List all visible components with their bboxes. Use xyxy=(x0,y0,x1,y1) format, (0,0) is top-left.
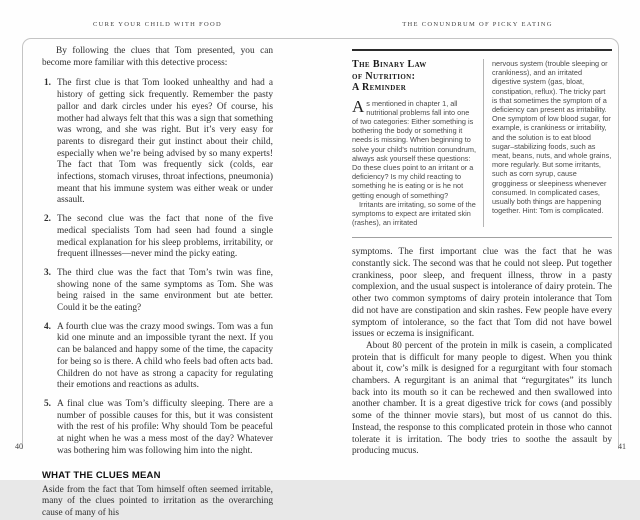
clue-item xyxy=(42,268,273,315)
clue-text: The first clue is that Tom looked unhealthy and had a history of getting sick frequently. Remember the pasty pallor and dark circles under his eyes? Of course, his mother had always felt that this was a sign that something was wrong, and she was right. But it’s very easy for parents to disregard their gut instinct about their child, especially when we’re being advised by so many experts! The fact that Tom was frequently sick (colds, ear infections, stomach viruses, throat infections, pneumonia) meant that his immune system was either weak or under assault. xyxy=(57,78,273,206)
running-head-right: THE CONUNDRUM OF PICKY EATING xyxy=(402,21,553,28)
clue-text: A final clue was Tom’s difficulty sleeping. There are a number of possible causes for this, but it was consistent with the rest of his profile: Why should Tom be peaceful at night when he was a mess most of the day? Whatever was bothering him was following him into the night. xyxy=(57,398,273,456)
clues-list xyxy=(42,78,273,457)
intro-paragraph: By following the clues that Tom presented, you can become more familiar with this detective process: xyxy=(42,46,273,68)
sidebar-title-line: The Binary Law xyxy=(352,59,427,70)
clue-text: A fourth clue was the crazy mood swings. Tom was a fun kid one minute and an impossible tyrant the next. If you can be balanced and happy some of the time, the capacity for being so is there. A child who feels bad often acts bad. Children do not have as strong a capacity for regulating their emotions and reactions as adults. xyxy=(57,321,273,391)
clue-number: 3. xyxy=(44,267,51,278)
sidebar-paragraph-1-text: s mentioned in chapter 1, all nutritional problems fall into one of two categories: Either something is bothering the body or something it needs is missing. When beginning to solve your child’s nutrition conundrum, always ask yourself these questions: Do these clues point to an irritant or a deficiency? Is my child reacting to something he is eating or is he not getting enough of something? xyxy=(352,98,476,200)
sidebar-title-line: A Reminder xyxy=(352,82,407,93)
clue-text: The third clue was the fact that Tom’s twin was fine, showing none of the same symptoms as Tom. She was being raised in the same environment but ate better. Could it be the eating? xyxy=(57,267,273,314)
sidebar-binary-law xyxy=(352,49,612,238)
clue-number: 5. xyxy=(44,398,51,409)
clue-item xyxy=(42,78,273,207)
body-paragraph-1: symptoms. The first important clue was the fact that he was constantly sick. The second was that he could not sleep. Put together crankiness, poor sleep, and frequent illness, throw in a pasty complexion, and the usual suspect is intolerance of dairy protein. The other two common symptoms of dairy protein intolerance that Tom did not have are constipation and skin rashes. Few people have every symptom of intolerance, so the fact that Tom did not have bowel issues or eczema is insignificant. xyxy=(352,247,612,340)
right-page-body xyxy=(352,247,612,458)
sidebar-column-2: nervous system (trouble sleeping or crankiness), and an irritated digestive system (gas, bloat, constipation, reflux). The tricky part is that sometimes the symptom of a deficiency can present as irritability. One symptom of low blood sugar, for example, is crankiness or irritability, and the solution is to eat blood sugar–stabilizing foods, such as meat, beans, nuts, and whole grains, more regularly. But some irritants, such as corn syrup, cause grogginess or sleepiness whenever consumed. In complicated cases, usually both things are happening together. Hint: Tom is complicated. xyxy=(483,59,612,227)
clue-item xyxy=(42,322,273,392)
section-paragraph: Aside from the fact that Tom himself often seemed irritable, many of the clues pointed to irritation as the overarching cause of many of his xyxy=(42,484,273,518)
clue-text: The second clue was the fact that none of the five medical specialists Tom had seen had found a single medical explanation for his sleep problems, irritability, or frequent illnesses—never mind the picky eating. xyxy=(57,214,273,260)
sidebar-title xyxy=(352,59,476,94)
clue-number: 4. xyxy=(44,321,51,332)
sidebar-paragraph-2: Irritants are irritating, so some of the symptoms to expect are irritated skin (rashes), an irritated xyxy=(352,199,476,228)
clue-item xyxy=(42,214,273,261)
sidebar-title-line: of Nutrition: xyxy=(352,70,416,82)
clue-number: 2. xyxy=(44,214,51,225)
page-number-right: 41 xyxy=(618,442,626,451)
right-page-column xyxy=(352,46,612,458)
left-page-column xyxy=(42,46,273,520)
clue-number: 1. xyxy=(44,78,51,89)
sidebar-paragraph-1 xyxy=(352,96,476,200)
drop-cap: A xyxy=(352,96,365,116)
page-number-left: 40 xyxy=(15,442,23,451)
running-head-left: CURE YOUR CHILD WITH FOOD xyxy=(93,21,222,28)
section-heading: WHAT THE CLUES MEAN xyxy=(42,469,161,481)
sidebar-column-1 xyxy=(352,59,476,227)
body-paragraph-2: About 80 percent of the protein in milk is casein, a complicated protein that is difficult for many people to digest. When you think about it, cow’s milk is designed for a regurgitant with four stomach chambers. A regurgitant is an animal that “regurgitates” its lunch back into its mouth so it can be rechewed and then swallowed into another chamber. It is a great digestive trick for cows (and possibly some of the thinner movie stars), but most of us cannot do this. Instead, the response to this complicated protein in those who cannot tolerate it is irritation. The body tries to soothe the assault by producing mucus. xyxy=(352,340,612,457)
clue-item xyxy=(42,399,273,458)
